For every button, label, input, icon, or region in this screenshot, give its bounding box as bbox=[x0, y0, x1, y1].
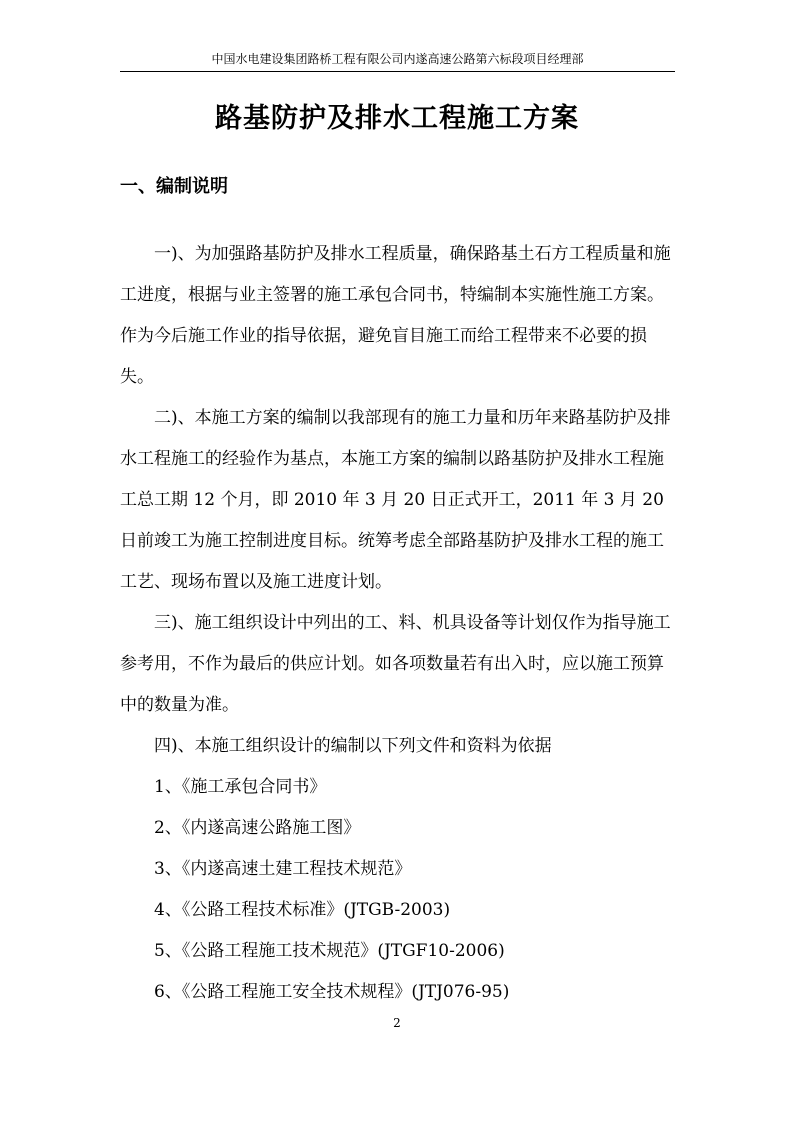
document-body bbox=[120, 234, 675, 1013]
paragraph-4: 四)、本施工组织设计的编制以下列文件和资料为依据 bbox=[154, 736, 552, 756]
reference-item: 6、《公路工程施工安全技术规程》(JTJ076-95) bbox=[154, 982, 510, 1002]
page-header: 中国水电建设集团路桥工程有限公司内遂高速公路第六标段项目经理部 bbox=[211, 52, 584, 66]
document-title: 路基防护及排水工程施工方案 bbox=[215, 103, 579, 134]
reference-item: 2、《内遂高速公路施工图》 bbox=[154, 818, 361, 838]
page-number: 2 bbox=[393, 1016, 401, 1030]
reference-item: 1、《施工承包合同书》 bbox=[154, 777, 327, 797]
paragraph-2: 二)、本施工方案的编制以我部现有的施工力量和历年来路基防护及排水工程施工的经验作为基点，本施工方案的编制以路基防护及排水工程施工总工期 12 个月，即 2010 年 3 月 20 日正式开工，2011 年 3 月 20 日前竣工为施工控制进度目标。统筹考虑全部路基防护及排水工程的施工工艺、现场布置以及施工进度计划。 bbox=[120, 408, 671, 592]
reference-list bbox=[120, 767, 675, 1013]
reference-item: 5、《公路工程施工技术规范》(JTGF10-2006) bbox=[154, 941, 505, 961]
reference-item: 3、《内遂高速土建工程技术规范》 bbox=[154, 859, 412, 879]
header-rule bbox=[120, 71, 675, 72]
section-heading: 一、编制说明 bbox=[120, 176, 228, 197]
reference-item: 4、《公路工程技术标准》(JTGB-2003) bbox=[154, 900, 451, 920]
paragraph-3: 三)、施工组织设计中列出的工、料、机具设备等计划仅作为指导施工参考用，不作为最后的供应计划。如各项数量若有出入时，应以施工预算中的数量为准。 bbox=[120, 613, 671, 715]
paragraph-1: 一)、为加强路基防护及排水工程质量，确保路基土石方工程质量和施工进度，根据与业主签署的施工承包合同书，特编制本实施性施工方案。作为今后施工作业的指导依据，避免盲目施工而给工程带来不必要的损失。 bbox=[120, 244, 671, 387]
